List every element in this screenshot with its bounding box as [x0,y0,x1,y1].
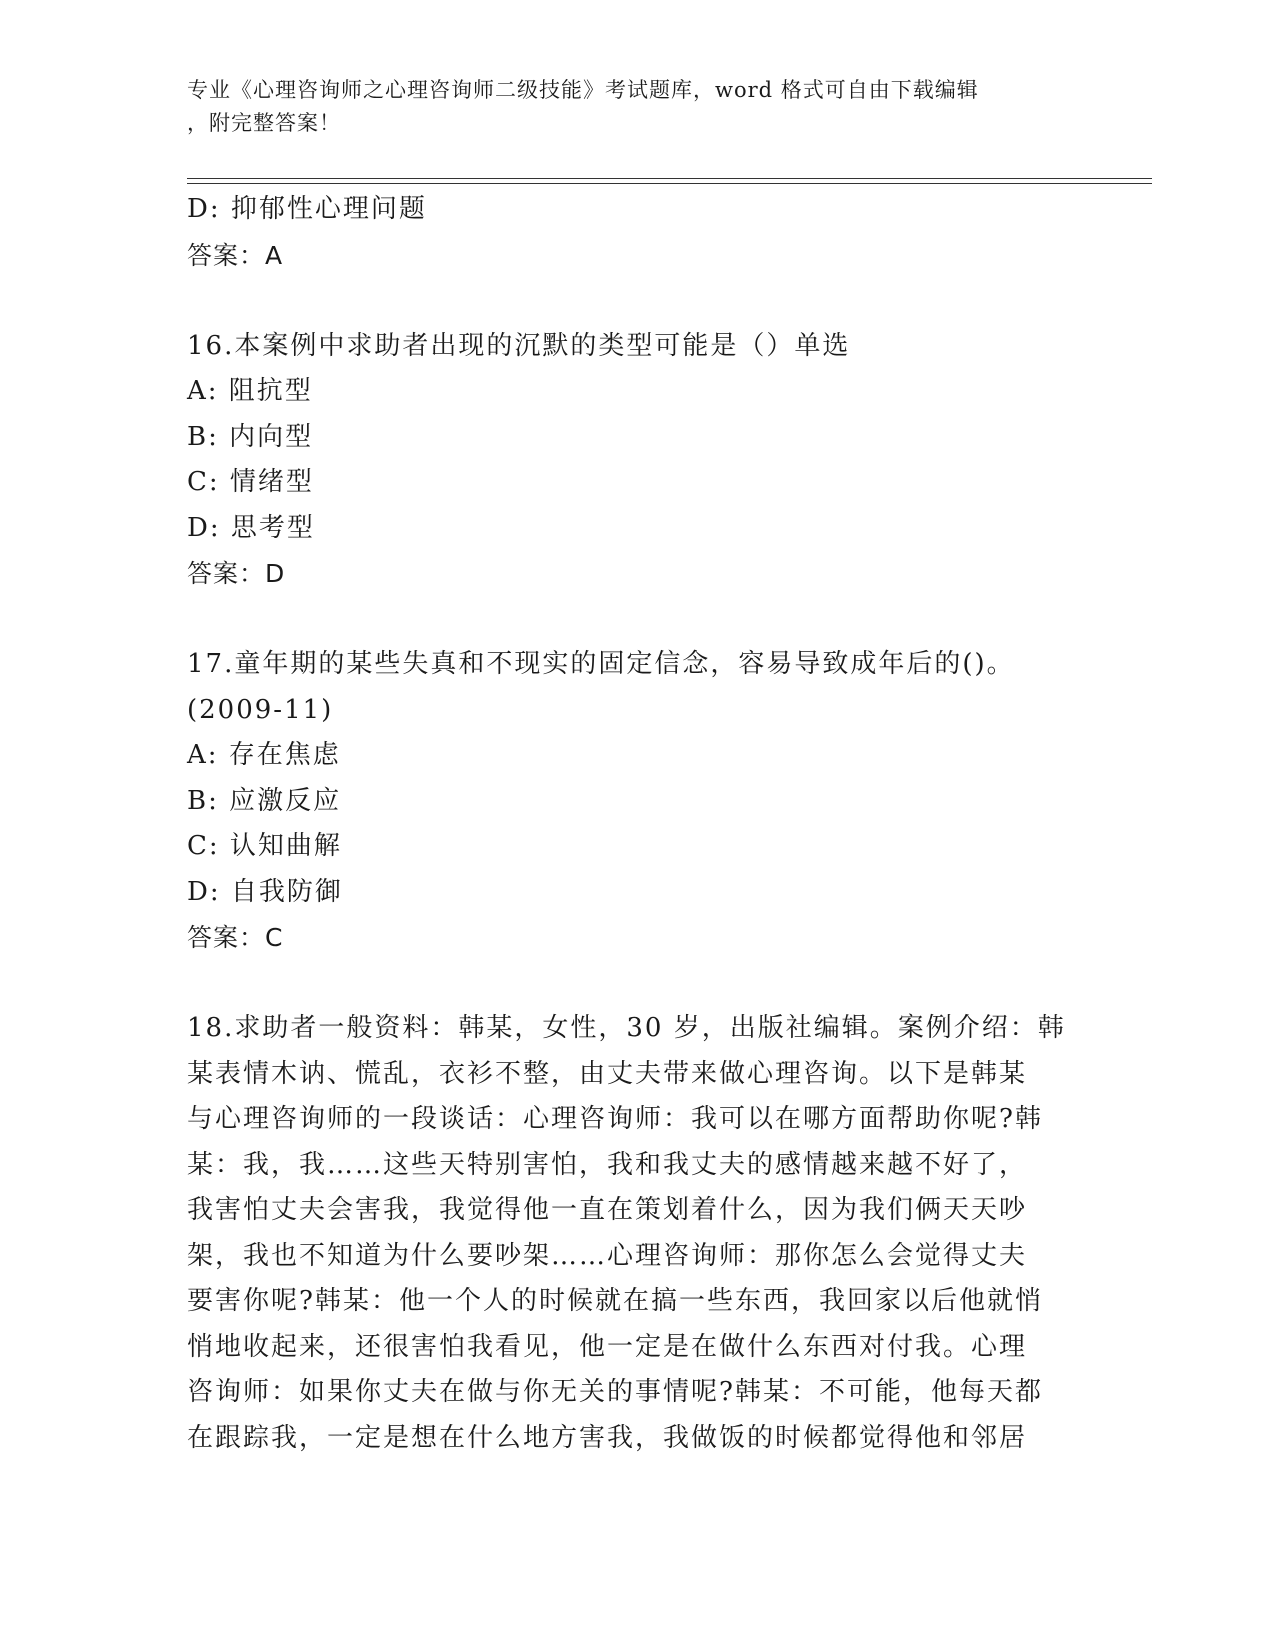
question-text-line: 与心理咨询师的一段谈话：心理咨询师：我可以在哪方面帮助你呢?韩 [187,1104,1043,1134]
header-divider-bottom [187,183,1152,184]
question-text-line: 某表情木讷、慌乱，衣衫不整，由丈夫带来做心理咨询。以下是韩某 [187,1058,1028,1089]
spacer [187,597,1087,643]
option-d: D: 自我防御 [187,876,343,907]
option-d: D: 思考型 [187,512,315,543]
question-stem-continued: (2009-11) [187,694,334,725]
question-text-line: 咨询师：如果你丈夫在做与你无关的事情呢?韩某：不可能，他每天都 [187,1377,1043,1407]
header-line-2: ，附完整答案！ [187,111,341,135]
option-c: C: 情绪型 [187,467,314,497]
question-16 [187,324,1087,597]
question-text-line: 要害你呢?韩某：他一个人的时候就在搞一些东西，我回家以后他就悄 [187,1286,1043,1316]
option-c: C: 认知曲解 [187,831,342,861]
question-text-line: 架，我也不知道为什么要吵架……心理咨询师：那你怎么会觉得丈夫 [187,1240,1028,1271]
spacer [187,278,1087,324]
question-stem: 16.本案例中求助者出现的沉默的类型可能是（）单选 [187,330,851,361]
option-a: A: 阻抗型 [187,376,313,406]
spacer [187,961,1087,1007]
option-b: B: 内向型 [187,421,314,452]
header-line-1: 专业《心理咨询师之心理咨询师二级技能》考试题库，word 格式可自由下载编辑 [187,78,979,102]
answer-line: 答案：A [187,240,284,270]
question-text-line: 某：我，我……这些天特别害怕，我和我丈夫的感情越来越不好了， [187,1149,1028,1180]
option-b: B: 应激反应 [187,785,342,816]
question-content [187,187,1087,1461]
question-text-line: 悄地收起来，还很害怕我看见，他一定是在做什么东西对付我。心理 [187,1331,1028,1362]
document-header [187,74,1067,140]
question-text-line: 在跟踪我，一定是想在什么地方害我，我做饭的时候都觉得他和邻居 [187,1422,1028,1453]
answer-line: 答案：C [187,923,284,952]
option-d: D: 抑郁性心理问题 [187,194,427,224]
option-a: A: 存在焦虑 [187,740,341,770]
question-fragment [187,187,1087,278]
question-17 [187,642,1087,961]
answer-line: 答案：D [187,559,286,588]
question-text-line: 18.求助者一般资料：韩某，女性，30 岁，出版社编辑。案例介绍：韩 [187,1013,1066,1043]
question-18 [187,1006,1087,1461]
question-stem: 17.童年期的某些失真和不现实的固定信念，容易导致成年后的()。 [187,649,1015,679]
question-text-line: 我害怕丈夫会害我，我觉得他一直在策划着什么，因为我们俩天天吵 [187,1195,1028,1225]
header-divider-top [187,178,1152,179]
